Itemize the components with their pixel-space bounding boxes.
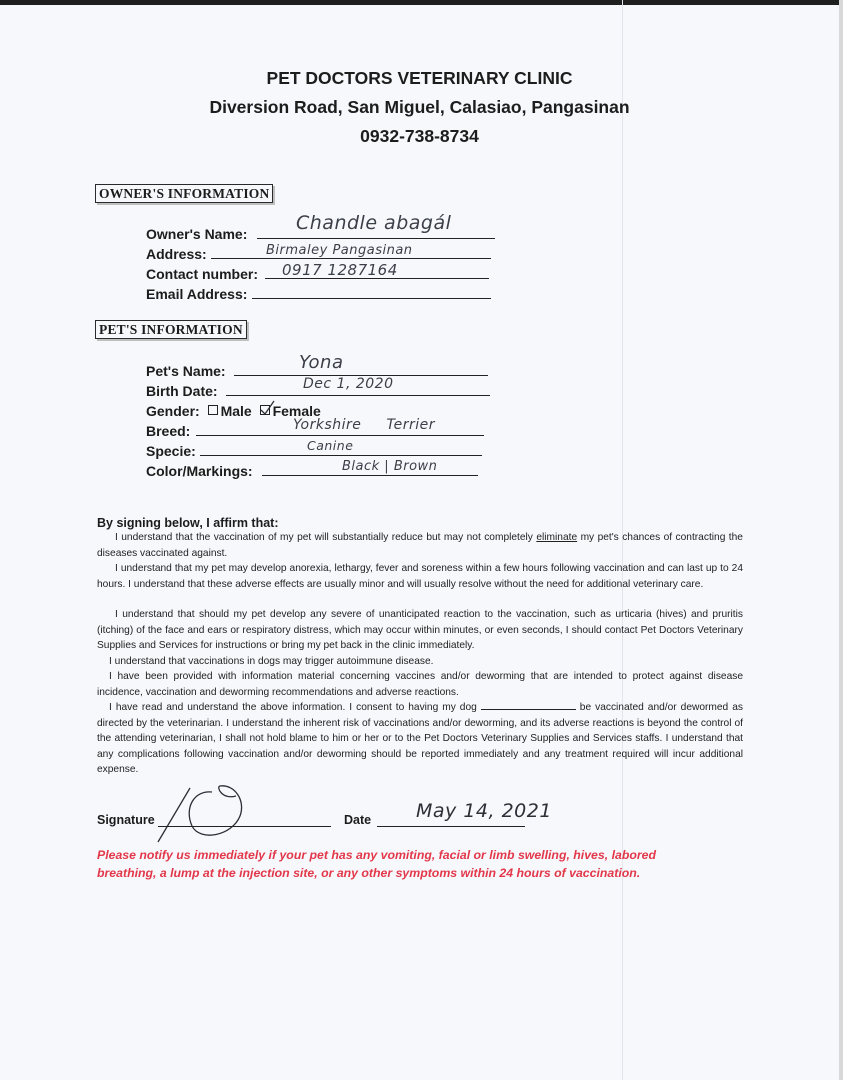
- p6-text-b: be vaccinated and/or dewormed as directed by the veterinarian. I understand the inherent risk of vaccinations and/or deworming, and its adverse reactions is beyond the control of the attending veterinarian, I shall not hold blame to him or her or to the Pet Doctors Veterinary Supplies and Services staffs. I understand that any complications following vaccination and/or deworming should be reported immediately and any treatment required will incur additional expense.: [97, 702, 743, 775]
- breed-label: Breed:: [146, 423, 191, 439]
- gender-label: Gender:: [146, 403, 200, 419]
- pet-section-heading: PET'S INFORMATION: [95, 320, 247, 339]
- affirmation-paragraph-6: [97, 700, 743, 778]
- affirmation-paragraph-3: I understand that should my pet develop any severe of unanticipated reaction to the vaccination, such as urticaria (hives) and pruritis (itching) of the face and ears or respiratory distress, which may occur within minutes, or even seconds, I should contact Pet Doctors Veterinary Supplies and Services for instructions or bring my pet back in the clinic immediately.: [97, 609, 743, 651]
- signature-label: Signature: [97, 813, 155, 827]
- birth-date-label: Birth Date:: [146, 383, 218, 399]
- p1-text-a: I understand that the vaccination of my pet will substantially reduce but may not completely: [115, 532, 533, 543]
- owner-address-field[interactable]: Birmaley Pangasinan: [266, 243, 413, 258]
- color-markings-label: Color/Markings:: [146, 463, 253, 479]
- breed-field[interactable]: Yorkshire Terrier: [293, 417, 436, 433]
- male-label: Male: [220, 403, 252, 419]
- email-line: [252, 298, 491, 299]
- specie-label: Specie:: [146, 443, 196, 459]
- owner-name-field[interactable]: Chandle abagál: [296, 212, 452, 234]
- pet-name-label: Pet's Name:: [146, 363, 226, 379]
- male-checkbox[interactable]: [208, 405, 218, 415]
- scan-right-edge: [839, 0, 843, 1080]
- p1-underlined: eliminate: [536, 532, 578, 543]
- signature-line[interactable]: [158, 826, 331, 827]
- contact-number-label: Contact number:: [146, 266, 258, 282]
- owner-name-line: [257, 238, 495, 239]
- date-line: [377, 826, 525, 827]
- specie-line: [200, 455, 482, 456]
- birth-date-line: [226, 395, 490, 396]
- owner-name-label: Owner's Name:: [146, 226, 248, 242]
- affirmation-paragraph-1: [97, 530, 743, 561]
- affirmation-title: By signing below, I affirm that:: [97, 516, 279, 530]
- contact-number-field[interactable]: 0917 1287164: [282, 261, 398, 279]
- color-markings-line: [262, 475, 478, 476]
- date-field[interactable]: May 14, 2021: [416, 800, 552, 822]
- dog-name-blank[interactable]: [481, 700, 576, 710]
- check-mark-icon: [259, 400, 275, 416]
- date-label: Date: [344, 813, 372, 827]
- female-label: Female: [272, 403, 321, 419]
- p6-text-a: I have read and understand the above information. I consent to having my dog: [109, 702, 477, 713]
- signature-mark-icon: [150, 770, 270, 850]
- breed-line: [196, 435, 484, 436]
- affirmation-paragraph-4: I understand that vaccinations in dogs may trigger autoimmune disease.: [109, 656, 434, 667]
- affirmation-paragraph-5: I have been provided with information material concerning vaccines and/or deworming that are intended to protect against disease incidence, vaccination and deworming recommendations and adverse reactions.: [97, 671, 743, 698]
- affirmation-paragraph-2: I understand that my pet may develop anorexia, lethargy, fever and soreness within a few hours following vaccination and can last up to 24 hours. I understand that these adverse effects are usually minor and will usually resolve without the need for additional veterinary care.: [97, 563, 743, 590]
- scan-top-edge: [0, 0, 843, 5]
- female-checkbox[interactable]: [260, 405, 270, 415]
- color-markings-field[interactable]: Black | Brown: [342, 459, 438, 474]
- clinic-phone: 0932-738-8734: [360, 126, 479, 146]
- clinic-name: PET DOCTORS VETERINARY CLINIC: [266, 68, 573, 88]
- owner-section-heading: OWNER'S INFORMATION: [95, 184, 273, 203]
- owner-address-line: [211, 258, 491, 259]
- specie-field[interactable]: Canine: [307, 438, 354, 453]
- clinic-address: Diversion Road, San Miguel, Calasiao, Pangasinan: [209, 97, 630, 117]
- email-label: Email Address:: [146, 286, 248, 302]
- pet-name-field[interactable]: Yona: [299, 352, 344, 373]
- post-vaccination-notice: Please notify us immediately if your pet has any vomiting, facial or limb swelling, hives, labored breathing, a lump at the injection site, or any other symptoms within 24 hours of vaccination.: [97, 848, 656, 880]
- owner-address-label: Address:: [146, 246, 207, 262]
- p1-text-b: my pet's chances of contracting the diseases vaccinated against.: [97, 532, 743, 559]
- birth-date-field[interactable]: Dec 1, 2020: [303, 376, 394, 392]
